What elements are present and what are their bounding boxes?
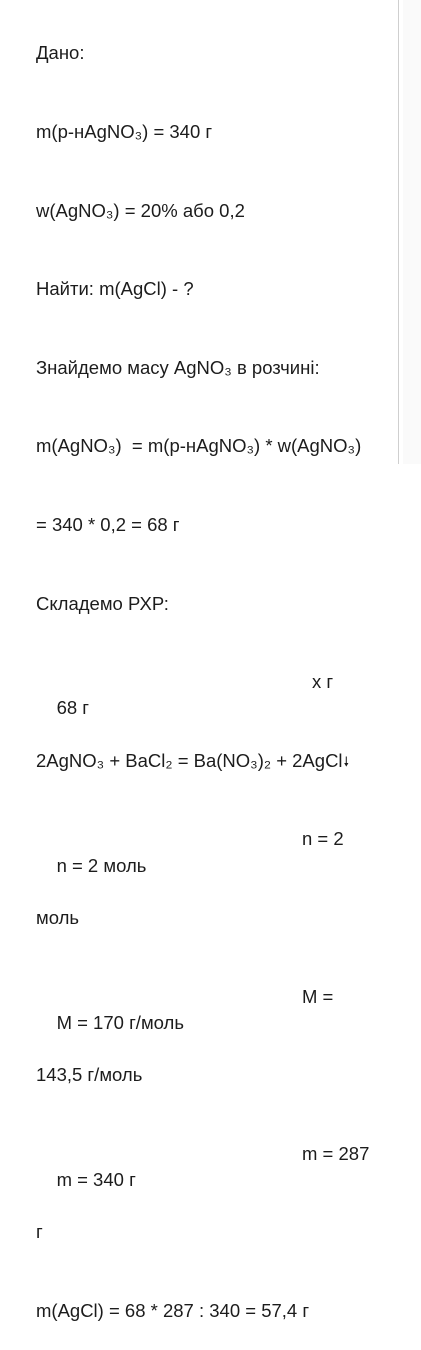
line-text: m(AgCl) = 68 * 287 : 340 = 57,4 г <box>36 1299 310 1321</box>
line-find-mass-heading <box>36 355 396 381</box>
line-mass-wrap <box>36 1219 396 1245</box>
line-text: Дано: <box>36 42 85 64</box>
line-text: w(AgNO₃) = 20% або 0,2 <box>36 199 245 221</box>
line-mass-calc <box>36 512 396 538</box>
line-text: m = 340 г <box>56 1168 136 1190</box>
line-moles-wrap <box>36 905 396 931</box>
line-mass <box>36 1141 396 1190</box>
line-text: Найти: m(AgCl) - ? <box>36 278 194 300</box>
solution-text <box>36 0 396 1350</box>
line-solution-mass <box>36 119 396 145</box>
line-text-right: M = <box>302 985 334 1007</box>
line-text: = 340 * 0,2 = 68 г <box>36 513 180 535</box>
line-moles <box>36 826 396 876</box>
line-text: Знайдемо масу AgNO₃ в розчині: <box>36 356 320 378</box>
line-reaction-equation <box>36 748 396 774</box>
line-find <box>36 276 396 302</box>
line-text: n = 2 моль <box>56 854 147 876</box>
line-text: г <box>36 1221 43 1243</box>
precipitate-arrow-icon: 🠗 <box>343 753 350 769</box>
line-text: 143,5 г/моль <box>36 1064 143 1086</box>
line-text: m(AgNO₃) = m(р-нAgNO₃) * w(AgNO₃) <box>36 435 362 457</box>
line-text-right: х г <box>312 671 334 693</box>
line-given <box>36 40 396 66</box>
line-text: Складемо РХР: <box>36 592 169 614</box>
line-molar-mass <box>36 984 396 1033</box>
line-text: m(р-нAgNO₃) = 340 г <box>36 121 213 142</box>
line-text: моль <box>36 906 80 928</box>
line-masses-above <box>36 669 396 719</box>
line-mass-formula <box>36 433 396 459</box>
line-text: 2AgNO₃ + BaCl₂ = Ba(NO₃)₂ + 2AgCl <box>36 749 343 771</box>
line-molar-mass-wrap <box>36 1062 396 1088</box>
line-text: 68 г <box>56 697 90 719</box>
line-text-right: n = 2 <box>302 828 344 850</box>
line-equation-heading <box>36 591 396 617</box>
right-frame-border <box>398 0 421 464</box>
line-mass-fraction <box>36 198 396 224</box>
line-text-right: m = 287 <box>302 1142 370 1164</box>
line-answer <box>36 1298 396 1324</box>
line-text: M = 170 г/моль <box>56 1011 184 1033</box>
